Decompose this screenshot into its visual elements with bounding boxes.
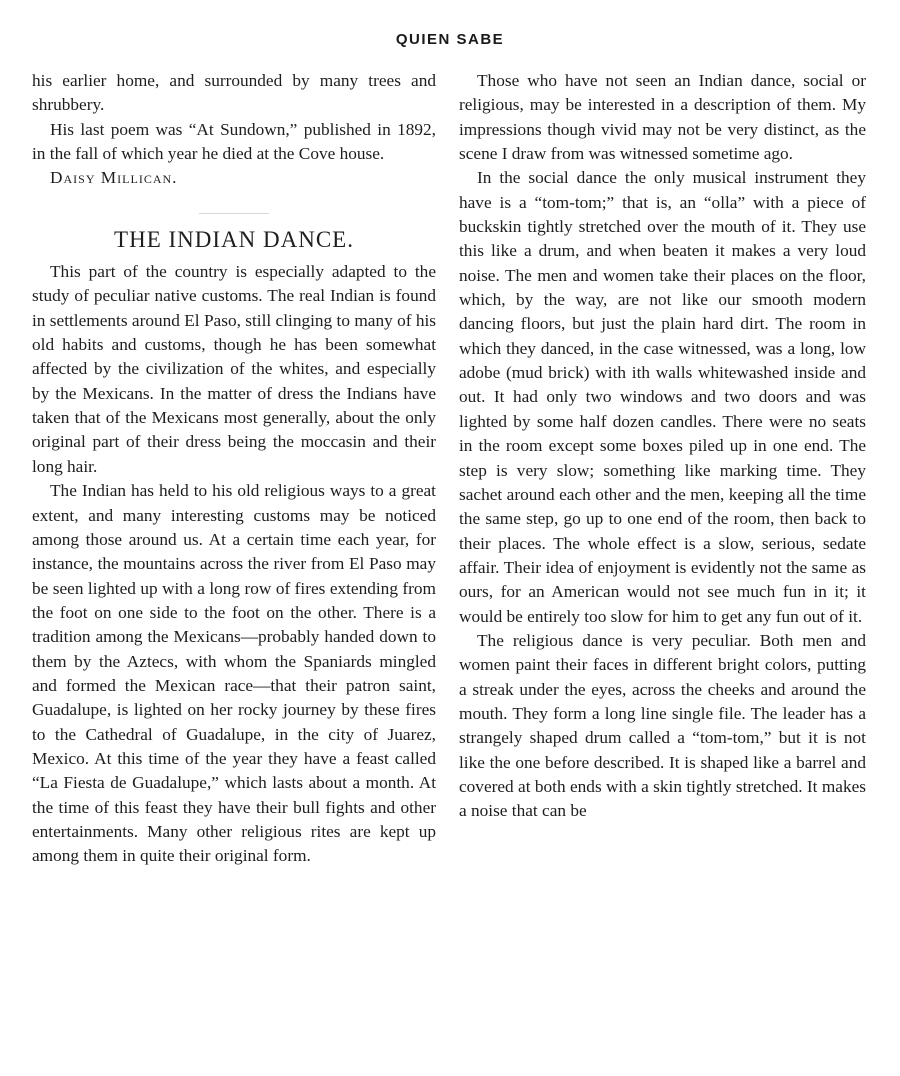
article-title: THE INDIAN DANCE.	[114, 226, 354, 252]
article-paragraph-4: In the social dance the only musical instrument they have is a “tom-tom;” that is, an “olla” with a piece of buckskin tightly stretched over the mouth of it. They use this like a drum, and when beaten it makes a very loud noise. The men and women take their places on the floor, which, by the way, are not like our smooth modern dancing floors, but just the plain hard dirt. The room in which they danced, in the case witnessed, was a long, low adobe (mud brick) with ith walls whitewashed inside and out. It had only two windows and two doors and was lighted by some half dozen candles. There were no seats in the room except some boxes piled up in one end. The step is very slow; something like marking time. They sachet around each other and the men, keeping all the time the same step, go up to one end of the room, then back to their places. The whole effect is a slow, serious, sedate affair. Their idea of enjoyment is evidently not the same as ours, for an American would not see much fun in it; it would be entirely too slow for him to get any fun out of it.	[459, 168, 866, 626]
article-paragraph-5: The religious dance is very peculiar. Both men and women paint their faces in different bright colors, putting a streak under the eyes, across the cheeks and around the mouth. They form a long line single file. The leader has a strangely shaped drum called a “tom-tom,” but it is not like the one before described. It is shaped like a barrel and covered at both ends with a skin tightly stretched. It makes a noise that can be	[459, 630, 866, 821]
previous-article-last-paragraph: His last poem was “At Sundown,” published in 1892, in the fall of which year he died at the Cove house.	[32, 119, 436, 164]
article-paragraph-2: The Indian has held to his old religious ways to a great extent, and many interesting customs may be noticed among those around us. At a certain time each year, for instance, the mountains across the river from El Paso may be seen lighted up with a long row of fires extending from the foot on one side to the foot on the other. There is a tradition among the Mexicans—probably handed down to them by the Aztecs, with whom the Spaniards mingled and formed the Mexican race—that their patron saint, Guadalupe, is lighted on her rocky journey by these fires to the Cathedral of Guadalupe, in the city of Juarez, Mexico. At this time of the year they have a feast called “La Fiesta de Guadalupe,” which lasts about a month. At the time of this feast they have their bull fights and other entertainments. Many other religious rites are kept up among them in quite their original form.	[32, 481, 436, 866]
article-paragraph-1: This part of the country is especially adapted to the study of peculiar native customs. The real Indian is found in settlements around El Paso, still clinging to many of his old habits and customs, though he has been somewhat affected by the civilization of the whites, and especially by the Mexicans. In the matter of dress the Indians have taken that of the Mexicans most generally, about the only original part of their dress being the moccasin and their long hair.	[32, 262, 436, 476]
running-header: QUIEN SABE	[395, 31, 505, 48]
right-column	[459, 69, 866, 824]
left-column	[32, 69, 436, 869]
author-signature: Daisy Millican.	[50, 168, 178, 188]
previous-article-tail: his earlier home, and surrounded by many trees and shrubbery.	[32, 71, 436, 115]
section-divider	[199, 213, 269, 214]
article-paragraph-3: Those who have not seen an Indian dance, social or religious, may be interested in a description of them. My impressions though vivid may not be very distinct, as the scene I draw from was witnessed sometime ago.	[459, 71, 866, 164]
